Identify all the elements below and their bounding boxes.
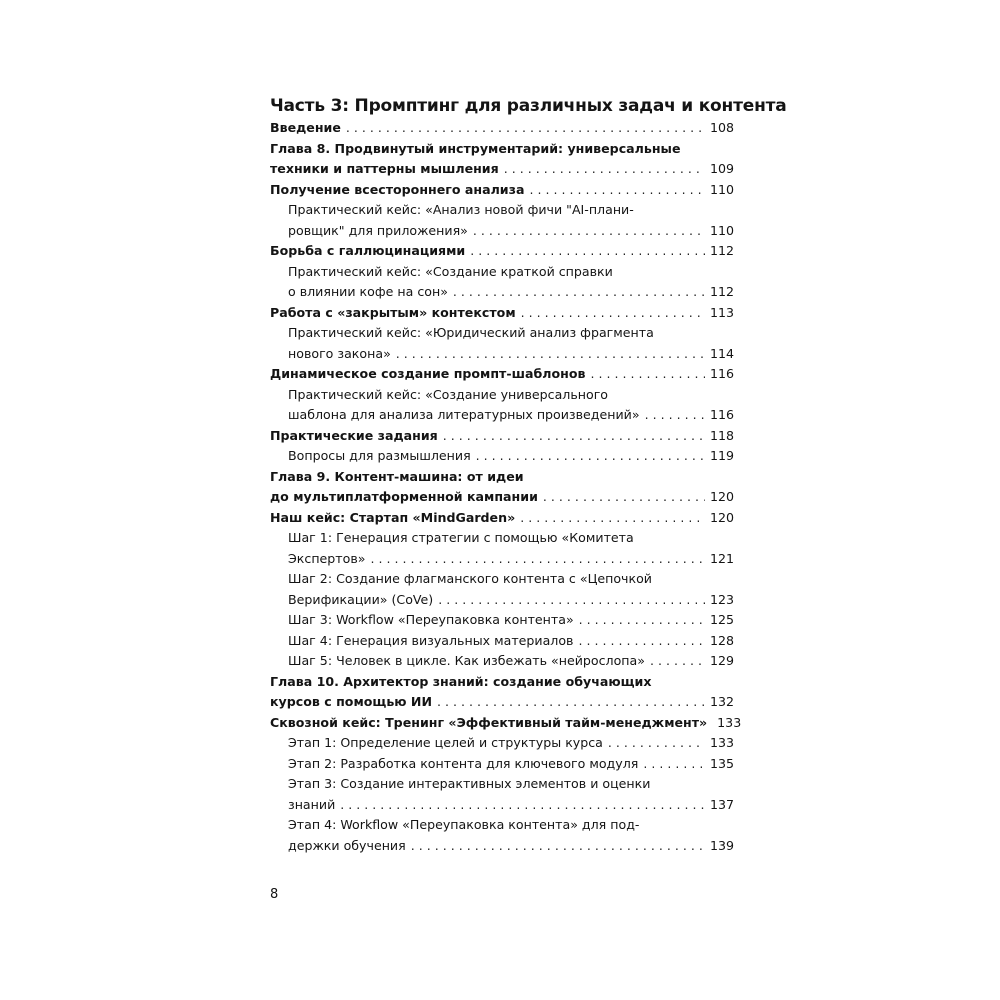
toc-entry-line	[288, 733, 734, 754]
page-number: 8	[270, 887, 279, 902]
toc-entry-title: держки обучения	[288, 837, 406, 853]
toc-entry-line	[288, 815, 734, 836]
toc-page-number: 120	[709, 509, 734, 525]
toc-page-number: 139	[709, 837, 734, 853]
toc-entry-title: шаблона для анализа литературных произведений»	[288, 407, 640, 422]
toc-page-number: 116	[709, 407, 734, 422]
toc-entry-line	[288, 549, 734, 570]
toc-entry	[270, 754, 734, 775]
dot-leader	[453, 282, 705, 303]
toc-page-number: 129	[709, 653, 734, 668]
toc-entry-line	[288, 323, 734, 344]
dot-leader	[438, 590, 705, 611]
toc-entry	[270, 426, 734, 447]
toc-entry	[270, 713, 742, 734]
toc-entry-line	[288, 200, 734, 221]
toc-entry-title: ровщик" для приложения»	[288, 222, 468, 238]
toc-entry-line	[270, 672, 734, 693]
toc-entry-title: Этап 2: Разработка контента для ключевого модуля	[288, 755, 639, 771]
toc-page-number: 133	[717, 714, 742, 730]
toc-page-number: 135	[709, 755, 734, 771]
toc-entry	[270, 528, 734, 569]
toc-entry-line	[270, 303, 734, 324]
toc-page-number: 109	[709, 161, 734, 176]
toc-entry-title: Этап 4: Workflow «Переупаковка контента» для под-	[288, 817, 640, 832]
toc-page-number: 121	[709, 550, 734, 566]
toc-entry-title: Экспертов»	[288, 550, 366, 566]
toc-entry-title: Шаг 4: Генерация визуальных материалов	[288, 632, 574, 648]
toc-entry-title: Глава 8. Продвинутый инструментарий: универсальные	[270, 140, 681, 156]
dot-leader	[645, 405, 705, 426]
toc-page-number: 119	[709, 448, 734, 463]
dot-leader	[473, 221, 705, 242]
toc-entry-title: до мультиплатформенной кампании	[270, 489, 538, 504]
toc-page-number: 123	[709, 591, 734, 607]
toc-entry-line	[288, 405, 734, 426]
toc-page-number: 133	[709, 735, 734, 750]
toc-entry-title: Динамическое создание промпт-шаблонов	[270, 366, 586, 381]
toc-entry-title: Получение всестороннего анализа	[270, 181, 525, 197]
toc-page-number: 110	[709, 181, 734, 197]
toc-entry-title: Глава 9. Контент-машина: от идеи	[270, 468, 524, 484]
toc-entry-line	[270, 508, 734, 529]
toc-entry-line	[288, 631, 734, 652]
toc-entry-title: Глава 10. Архитектор знаний: создание обучающих	[270, 673, 652, 689]
toc-entry-line	[288, 282, 734, 303]
toc-entry	[270, 385, 734, 426]
toc-entry-line	[288, 651, 734, 672]
toc-page-number: 120	[709, 489, 734, 504]
toc-entry-line	[270, 241, 734, 262]
toc-page-number: 113	[709, 304, 734, 320]
dot-leader	[437, 692, 705, 713]
toc-entry	[270, 815, 734, 856]
dot-leader	[396, 344, 705, 365]
dot-leader	[520, 508, 705, 529]
dot-leader	[590, 364, 705, 385]
dot-leader	[650, 651, 705, 672]
toc-entry-line	[288, 344, 734, 365]
toc-entry-title: Борьба с галлюцинациями	[270, 243, 466, 258]
toc-entry	[270, 733, 734, 754]
toc-entry-title: Вопросы для размышления	[288, 448, 471, 463]
toc-entry-line	[270, 118, 734, 139]
toc-entry-line	[288, 795, 734, 816]
toc-page-number: 116	[709, 366, 734, 381]
toc-entry-title: курсов с помощью ИИ	[270, 694, 432, 709]
toc-page-number: 112	[709, 243, 734, 258]
toc-entry-title: Практические задания	[270, 427, 438, 443]
dot-leader	[370, 549, 704, 570]
toc-entry-line	[288, 221, 734, 242]
toc-page-number: 132	[709, 694, 734, 709]
toc-entry	[270, 323, 734, 364]
toc-entry-line	[270, 692, 734, 713]
dot-leader	[411, 836, 705, 857]
toc-entry-line	[270, 180, 734, 201]
toc-entry	[270, 364, 734, 385]
toc-entry-line	[270, 364, 734, 385]
toc-entry-title: Шаг 2: Создание флагманского контента с «Цепочкой	[288, 571, 652, 586]
toc-entry	[270, 774, 734, 815]
toc-entry-line	[288, 774, 734, 795]
dot-leader	[543, 487, 705, 508]
toc-entry-title: Этап 1: Определение целей и структуры курса	[288, 735, 603, 750]
toc-entry	[270, 200, 734, 241]
toc-page-number: 110	[709, 222, 734, 238]
toc-entry-title: о влиянии кофе на сон»	[288, 284, 448, 299]
toc-entry-line	[288, 446, 734, 467]
toc-entry-title: Шаг 1: Генерация стратегии с помощью «Комитета	[288, 530, 634, 545]
toc-entry	[270, 118, 734, 139]
toc-entry-title: знаний	[288, 796, 336, 812]
toc-entry-title: Шаг 3: Workflow «Переупаковка контента»	[288, 612, 574, 627]
toc-page-number: 137	[709, 796, 734, 812]
toc-entry	[270, 303, 734, 324]
toc-entry	[270, 180, 734, 201]
toc-entry-title: Практический кейс: «Создание краткой справки	[288, 263, 613, 279]
dot-leader	[529, 180, 705, 201]
toc-entry-title: Работа с «закрытым» контекстом	[270, 304, 516, 320]
dot-leader	[476, 446, 705, 467]
toc-entry	[270, 467, 734, 508]
toc-page-number: 112	[709, 284, 734, 299]
toc-entry-line	[270, 426, 734, 447]
toc-entry-line	[288, 754, 734, 775]
toc-entry-title: техники и паттерны мышления	[270, 161, 499, 176]
toc-entry	[270, 262, 734, 303]
toc-entry-title: Введение	[270, 120, 341, 135]
dot-leader	[504, 159, 705, 180]
toc-entry	[270, 139, 734, 180]
toc-entry-title: Этап 3: Создание интерактивных элементов и оценки	[288, 776, 651, 791]
toc-entry-line	[270, 467, 734, 488]
toc-entry-title: нового закона»	[288, 345, 391, 361]
toc-entry-title: Практический кейс: «Юридический анализ фрагмента	[288, 325, 654, 340]
toc-entry-title: Верификации» (CoVe)	[288, 591, 434, 607]
toc-entry	[270, 446, 734, 467]
toc-entry-title: Сквозной кейс: Тренинг «Эффективный тайм-менеджмент»	[270, 714, 708, 730]
toc-entry-line	[288, 528, 734, 549]
toc-page-number: 125	[709, 612, 734, 627]
toc-entry	[270, 508, 734, 529]
toc-entry-line	[270, 713, 742, 734]
toc-entry-title: Практический кейс: «Анализ новой фичи "AI-плани-	[288, 202, 634, 217]
part-title: Часть 3: Промптинг для различных задач и контента	[270, 96, 787, 116]
toc-page-number: 128	[709, 632, 734, 648]
toc-entry-line	[288, 569, 734, 590]
dot-leader	[470, 241, 705, 262]
toc-entry-line	[288, 610, 734, 631]
toc-page-number: 114	[709, 345, 734, 361]
toc-entry-line	[288, 836, 734, 857]
dot-leader	[346, 118, 705, 139]
toc-entry-title: Наш кейс: Стартап «MindGarden»	[270, 509, 516, 525]
toc-page-number: 118	[709, 427, 734, 443]
toc-entry	[270, 241, 734, 262]
toc-entry	[270, 672, 734, 713]
toc-entry-line	[288, 590, 734, 611]
toc-entry-line	[288, 262, 734, 283]
dot-leader	[340, 795, 705, 816]
dot-leader	[578, 631, 704, 652]
toc-entry-line	[270, 159, 734, 180]
toc-entry	[270, 610, 734, 631]
dot-leader	[579, 610, 705, 631]
toc-page-number: 108	[709, 120, 734, 135]
dot-leader	[521, 303, 705, 324]
toc-entry-line	[270, 487, 734, 508]
dot-leader	[608, 733, 705, 754]
toc-entry	[270, 651, 734, 672]
toc-page	[270, 94, 787, 856]
toc-entry-title: Практический кейс: «Создание универсального	[288, 386, 609, 402]
table-of-contents	[270, 118, 742, 856]
toc-entry-title: Шаг 5: Человек в цикле. Как избежать «нейрослопа»	[288, 653, 645, 668]
dot-leader	[443, 426, 705, 447]
toc-entry	[270, 569, 734, 610]
toc-entry	[270, 631, 734, 652]
toc-entry-line	[288, 385, 734, 406]
toc-entry-line	[270, 139, 734, 160]
dot-leader	[643, 754, 705, 775]
